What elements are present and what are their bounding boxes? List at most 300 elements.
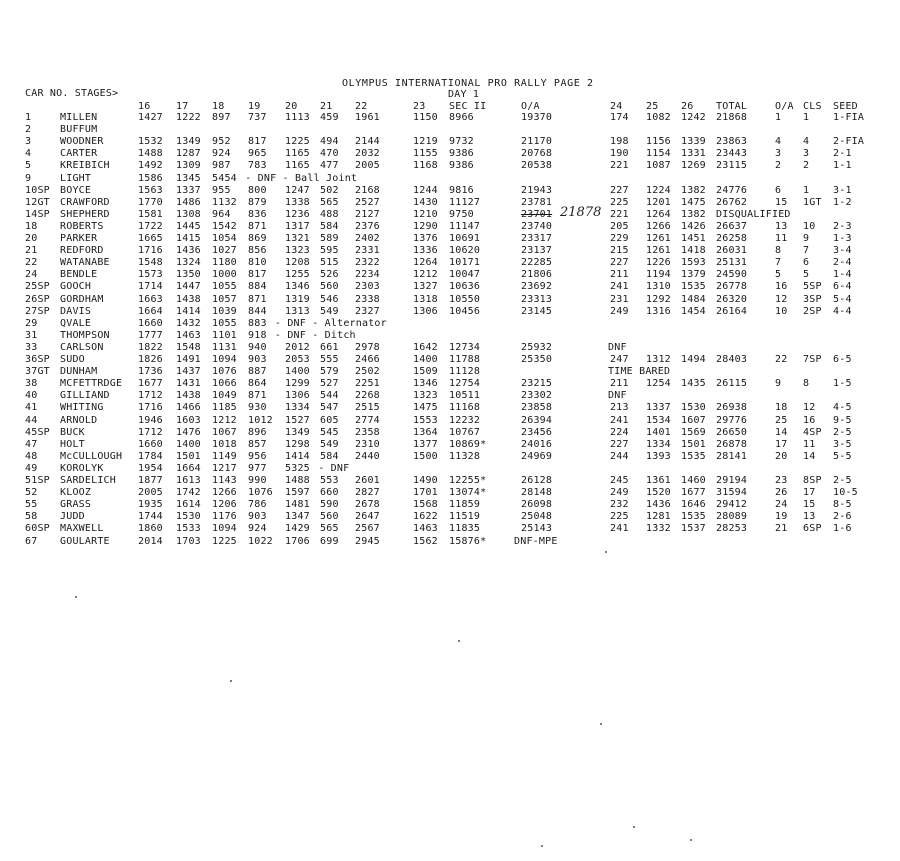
result-cell: 1535 (681, 451, 706, 462)
status-note: - DNF - Ball Joint (245, 173, 358, 184)
result-cell: 205 (610, 221, 629, 232)
result-cell: 515 (320, 257, 339, 268)
result-cell: 660 (320, 487, 339, 498)
result-cell: 565 (320, 523, 339, 534)
result-cell: 2358 (355, 427, 380, 438)
result-cell: 1219 (413, 136, 438, 147)
result-cell: 565 (320, 197, 339, 208)
car-number: 25SP (25, 281, 50, 292)
result-cell: 1826 (138, 354, 163, 365)
result-cell: 18 (775, 402, 788, 413)
result-cell: 23456 (521, 427, 553, 438)
result-cell: 1-1 (833, 160, 852, 171)
result-cell: 1946 (138, 415, 163, 426)
result-cell: 26320 (716, 294, 748, 305)
result-cell: 869 (248, 233, 267, 244)
result-cell: 2303 (355, 281, 380, 292)
result-cell: 1622 (413, 511, 438, 522)
result-cell: 23781 (521, 197, 553, 208)
driver-name: BENDLE (60, 269, 98, 280)
result-cell: 1225 (212, 536, 237, 547)
result-cell: 1-6 (833, 523, 852, 534)
result-cell: 10 (775, 306, 788, 317)
result-cell: 2515 (355, 402, 380, 413)
result-cell: 6-5 (833, 354, 852, 365)
result-cell: 579 (320, 366, 339, 377)
car-number: 27SP (25, 306, 50, 317)
result-cell: 1057 (212, 294, 237, 305)
result-cell: 1 (803, 112, 810, 123)
result-cell: 10869* (449, 439, 487, 450)
result-cell: 10550 (449, 294, 481, 305)
result-cell: 1132 (212, 197, 237, 208)
result-cell: 15 (775, 197, 788, 208)
scan-speck (230, 680, 232, 682)
result-cell: 10620 (449, 245, 481, 256)
result-cell: 23115 (716, 160, 748, 171)
result-cell: 1049 (212, 390, 237, 401)
result-cell: 1244 (413, 185, 438, 196)
car-number: 47 (25, 439, 38, 450)
car-number: 49 (25, 463, 38, 474)
result-cell: 1537 (681, 523, 706, 534)
result-cell: 10636 (449, 281, 481, 292)
result-cell: 1553 (413, 415, 438, 426)
result-cell: 26098 (521, 499, 553, 510)
result-cell: 227 (610, 185, 629, 196)
result-cell: 1573 (138, 269, 163, 280)
result-cell: 1535 (681, 281, 706, 292)
result-cell: 2774 (355, 415, 380, 426)
driver-name: WHITING (60, 402, 104, 413)
result-cell: 527 (320, 378, 339, 389)
driver-name: KOROLYK (60, 463, 104, 474)
result-cell: 2005 (138, 487, 163, 498)
result-cell: 2678 (355, 499, 380, 510)
result-cell: 2527 (355, 197, 380, 208)
result-cell: 1338 (285, 197, 310, 208)
result-cell: 1336 (413, 245, 438, 256)
result-cell: 2647 (355, 511, 380, 522)
result-cell: 231 (610, 294, 629, 305)
result-cell: 1527 (285, 415, 310, 426)
result-cell: 1255 (285, 269, 310, 280)
status-note: - DNF (318, 463, 350, 474)
car-number: 60SP (25, 523, 50, 534)
result-cell: 1210 (413, 209, 438, 220)
result-cell: 526 (320, 269, 339, 280)
result-cell: 1194 (646, 269, 671, 280)
result-cell: 1339 (681, 136, 706, 147)
result-cell: 547 (320, 402, 339, 413)
result-cell: 26115 (716, 378, 748, 389)
result-cell: 29194 (716, 475, 748, 486)
result-cell: 29412 (716, 499, 748, 510)
result-cell: 605 (320, 415, 339, 426)
result-cell: 1143 (212, 475, 237, 486)
result-cell: 14 (775, 427, 788, 438)
result-cell: 8 (775, 245, 782, 256)
result-cell: 1466 (176, 402, 201, 413)
result-cell: 2327 (355, 306, 380, 317)
result-cell: 11788 (449, 354, 481, 365)
result-cell: 3 (803, 148, 810, 159)
result-cell: 8966 (449, 112, 474, 123)
result-cell: 26258 (716, 233, 748, 244)
result-cell: 19370 (521, 112, 553, 123)
result-cell: 2 (803, 160, 810, 171)
result-cell: 1254 (646, 378, 671, 389)
result-cell: 1306 (285, 390, 310, 401)
car-number: 52 (25, 487, 38, 498)
result-cell: 1346 (413, 378, 438, 389)
result-cell: 546 (320, 294, 339, 305)
result-cell: 4 (803, 136, 810, 147)
result-cell: 241 (610, 281, 629, 292)
result-cell: 1401 (646, 427, 671, 438)
result-cell: 11128 (449, 366, 481, 377)
car-number: 37GT (25, 366, 50, 377)
result-cell: 1568 (413, 499, 438, 510)
car-number: 14SP (25, 209, 50, 220)
column-header: 21 (320, 101, 333, 112)
result-cell: 1208 (285, 257, 310, 268)
result-cell: 8 (803, 378, 810, 389)
result-cell: 1168 (413, 160, 438, 171)
result-cell: 10456 (449, 306, 481, 317)
result-cell: 25350 (521, 354, 553, 365)
result-cell: 549 (320, 439, 339, 450)
column-header: 22 (355, 101, 368, 112)
result-cell: 1-FIA (833, 112, 865, 123)
result-cell: 10 (803, 221, 816, 232)
result-cell: 232 (610, 499, 629, 510)
result-cell: 1345 (176, 173, 201, 184)
result-cell: 190 (610, 148, 629, 159)
driver-name: DAVIS (60, 306, 92, 317)
result-cell: 7 (803, 245, 810, 256)
result-cell: 1310 (646, 281, 671, 292)
car-stages-label: CAR NO. STAGES> (25, 88, 119, 99)
result-cell: 800 (248, 185, 267, 196)
result-cell: 1437 (176, 366, 201, 377)
result-cell: 9750 (449, 209, 474, 220)
result-cell: 5SP (803, 281, 822, 292)
result-cell: 887 (248, 366, 267, 377)
result-cell: 26031 (716, 245, 748, 256)
result-cell: 844 (248, 306, 267, 317)
result-cell: 2-FIA (833, 136, 865, 147)
result-cell: 2502 (355, 366, 380, 377)
result-cell: 2032 (355, 148, 380, 159)
result-cell: 1292 (646, 294, 671, 305)
result-cell: 1334 (285, 402, 310, 413)
result-cell: 1082 (646, 112, 671, 123)
result-cell: 1475 (681, 197, 706, 208)
result-cell: 11328 (449, 451, 481, 462)
result-cell: 1716 (138, 402, 163, 413)
result-cell: 1331 (681, 148, 706, 159)
result-cell: 213 (610, 402, 629, 413)
result-cell: 1418 (681, 245, 706, 256)
result-cell: 1076 (212, 366, 237, 377)
result-cell: 871 (248, 221, 267, 232)
result-cell: 26778 (716, 281, 748, 292)
driver-name: MCFETTRDGE (60, 378, 123, 389)
result-cell: 241 (610, 415, 629, 426)
car-number: 40 (25, 390, 38, 401)
result-cell: 11 (775, 233, 788, 244)
car-number: 22 (25, 257, 38, 268)
result-cell: 1436 (646, 499, 671, 510)
result-cell: 924 (212, 148, 231, 159)
result-cell: 1581 (138, 209, 163, 220)
result-cell: 26164 (716, 306, 748, 317)
car-number: 29 (25, 318, 38, 329)
result-cell: 1642 (413, 342, 438, 353)
result-cell: 211 (610, 378, 629, 389)
result-cell: 244 (610, 451, 629, 462)
driver-name: GOOCH (60, 281, 92, 292)
car-number: 3 (25, 136, 32, 147)
result-cell: 11168 (449, 402, 481, 413)
driver-name: THOMPSON (60, 330, 110, 341)
result-cell: 28148 (521, 487, 553, 498)
result-cell: 1012 (248, 415, 273, 426)
result-cell: 1436 (176, 245, 201, 256)
result-cell: 1784 (138, 451, 163, 462)
result-cell: 1961 (355, 112, 380, 123)
result-cell: 964 (212, 209, 231, 220)
column-header: O/A (775, 101, 794, 112)
result-cell: 2053 (285, 354, 310, 365)
result-cell: 2268 (355, 390, 380, 401)
result-cell: 584 (320, 221, 339, 232)
result-cell: 1266 (646, 221, 671, 232)
result-cell: 215 (610, 245, 629, 256)
result-cell: 584 (320, 451, 339, 462)
result-cell: 1055 (212, 281, 237, 292)
result-cell: 1613 (176, 475, 201, 486)
column-header: SEED (833, 101, 858, 112)
result-cell: 2014 (138, 536, 163, 547)
result-cell: 1379 (681, 269, 706, 280)
result-cell: 1281 (646, 511, 671, 522)
result-cell: 817 (248, 269, 267, 280)
car-number: 58 (25, 511, 38, 522)
result-cell: 8-5 (833, 499, 852, 510)
result-cell: 1290 (413, 221, 438, 232)
result-cell: 1548 (176, 342, 201, 353)
car-number: 38 (25, 378, 38, 389)
result-cell: 1222 (176, 112, 201, 123)
result-cell: 9386 (449, 148, 474, 159)
column-header: TOTAL (716, 101, 748, 112)
result-cell: 1054 (212, 233, 237, 244)
driver-name: DUNHAM (60, 366, 98, 377)
car-number: 26SP (25, 294, 50, 305)
result-cell: 2-4 (833, 257, 852, 268)
result-cell: 25131 (716, 257, 748, 268)
result-cell: 9-5 (833, 415, 852, 426)
result-cell: 2402 (355, 233, 380, 244)
result-cell: 1321 (285, 233, 310, 244)
result-cell: 1548 (138, 257, 163, 268)
result-cell: 1701 (413, 487, 438, 498)
driver-name: BUCK (60, 427, 85, 438)
result-cell: 7 (775, 257, 782, 268)
result-cell: 965 (248, 148, 267, 159)
result-cell: 10-5 (833, 487, 858, 498)
result-cell: 1346 (285, 281, 310, 292)
result-cell: 1332 (646, 523, 671, 534)
result-cell: 2168 (355, 185, 380, 196)
result-cell: 12 (775, 294, 788, 305)
car-number: 31 (25, 330, 38, 341)
status-note: - DNF - Ditch (274, 330, 356, 341)
result-cell: 555 (320, 354, 339, 365)
scan-speck (75, 596, 77, 598)
result-cell: 249 (610, 306, 629, 317)
result-cell: 1431 (176, 378, 201, 389)
result-cell: 1535 (681, 511, 706, 522)
result-cell: 20 (775, 451, 788, 462)
result-cell: 26 (775, 487, 788, 498)
result-cell: 544 (320, 390, 339, 401)
result-cell: 3SP (803, 294, 822, 305)
result-cell: 224 (610, 427, 629, 438)
result-cell: 6 (775, 185, 782, 196)
result-cell: 1542 (212, 221, 237, 232)
driver-name: GORDHAM (60, 294, 104, 305)
column-header: O/A (521, 101, 540, 112)
result-cell: 1350 (176, 269, 201, 280)
result-cell: 21 (775, 523, 788, 534)
result-cell: 1593 (681, 257, 706, 268)
result-cell: 21943 (521, 185, 553, 196)
result-cell: 1665 (138, 233, 163, 244)
result-cell: 1860 (138, 523, 163, 534)
result-cell: 15 (803, 499, 816, 510)
car-number: 51SP (25, 475, 50, 486)
result-cell: 3-4 (833, 245, 852, 256)
result-cell: 22 (775, 354, 788, 365)
status-note: DISQUALIFIED (716, 209, 791, 220)
scan-speck (605, 551, 607, 553)
result-cell: 1463 (176, 330, 201, 341)
scan-speck (541, 845, 543, 847)
result-cell: 24590 (716, 269, 748, 280)
result-cell: 1327 (413, 281, 438, 292)
result-cell: 783 (248, 160, 267, 171)
result-cell: DNF-MPE (514, 536, 558, 547)
result-cell: 23145 (521, 306, 553, 317)
result-cell: 26128 (521, 475, 553, 486)
result-cell: 1716 (138, 245, 163, 256)
result-cell: 227 (610, 439, 629, 450)
scan-speck (690, 839, 692, 841)
result-cell: 1316 (646, 306, 671, 317)
result-cell: 4-4 (833, 306, 852, 317)
result-cell: 241 (610, 523, 629, 534)
result-cell: 1722 (138, 221, 163, 232)
driver-name: SHEPHERD (60, 209, 110, 220)
car-number: 18 (25, 221, 38, 232)
result-cell: 1706 (285, 536, 310, 547)
result-cell: 1266 (212, 487, 237, 498)
result-cell: 1664 (176, 463, 201, 474)
result-cell: 1226 (646, 257, 671, 268)
result-cell: 1-4 (833, 269, 852, 280)
result-cell: 871 (248, 390, 267, 401)
result-cell: 488 (320, 209, 339, 220)
result-cell: 2012 (285, 342, 310, 353)
result-cell: 9386 (449, 160, 474, 171)
result-cell: 1533 (176, 523, 201, 534)
result-cell: 1569 (681, 427, 706, 438)
result-cell: 23740 (521, 221, 553, 232)
result-cell: 5 (775, 269, 782, 280)
result-cell: 20538 (521, 160, 553, 171)
result-cell: 1438 (176, 294, 201, 305)
driver-name: MAXWELL (60, 523, 104, 534)
result-cell: 20768 (521, 148, 553, 159)
result-cell: 1400 (413, 354, 438, 365)
result-cell: 9816 (449, 185, 474, 196)
result-cell: 1318 (413, 294, 438, 305)
result-cell: 1451 (681, 233, 706, 244)
result-cell: 15876* (449, 536, 487, 547)
result-cell: 1400 (285, 366, 310, 377)
result-cell: 2310 (355, 439, 380, 450)
result-cell: 1149 (212, 451, 237, 462)
result-cell: 884 (248, 281, 267, 292)
page-title: OLYMPUS INTERNATIONAL PRO RALLY PAGE 2 (342, 78, 594, 89)
result-cell: 955 (212, 185, 231, 196)
result-cell: 864 (248, 378, 267, 389)
result-cell: 5 (803, 269, 810, 280)
column-header: 16 (138, 101, 151, 112)
result-cell: 1224 (646, 185, 671, 196)
result-cell: 10047 (449, 269, 481, 280)
result-cell: 26878 (716, 439, 748, 450)
driver-name: CARLSON (60, 342, 104, 353)
result-cell: 1022 (248, 536, 273, 547)
result-cell: 595 (320, 245, 339, 256)
result-cell: 903 (248, 511, 267, 522)
result-cell: 2127 (355, 209, 380, 220)
result-cell: 1264 (646, 209, 671, 220)
result-cell: 1076 (248, 487, 273, 498)
result-cell: 1323 (413, 390, 438, 401)
result-cell: 24016 (521, 439, 553, 450)
driver-name: ROBERTS (60, 221, 104, 232)
column-header: 19 (248, 101, 261, 112)
result-cell: 6-4 (833, 281, 852, 292)
result-cell: 1475 (413, 402, 438, 413)
result-cell: 1217 (212, 463, 237, 474)
result-cell: 3 (775, 148, 782, 159)
result-cell: 2251 (355, 378, 380, 389)
result-cell: 836 (248, 209, 267, 220)
result-cell: 1287 (176, 148, 201, 159)
result-cell: 24969 (521, 451, 553, 462)
result-cell: 28403 (716, 354, 748, 365)
car-number: 41 (25, 402, 38, 413)
result-cell: 1094 (212, 354, 237, 365)
result-cell: 903 (248, 354, 267, 365)
result-cell: 9 (775, 378, 782, 389)
